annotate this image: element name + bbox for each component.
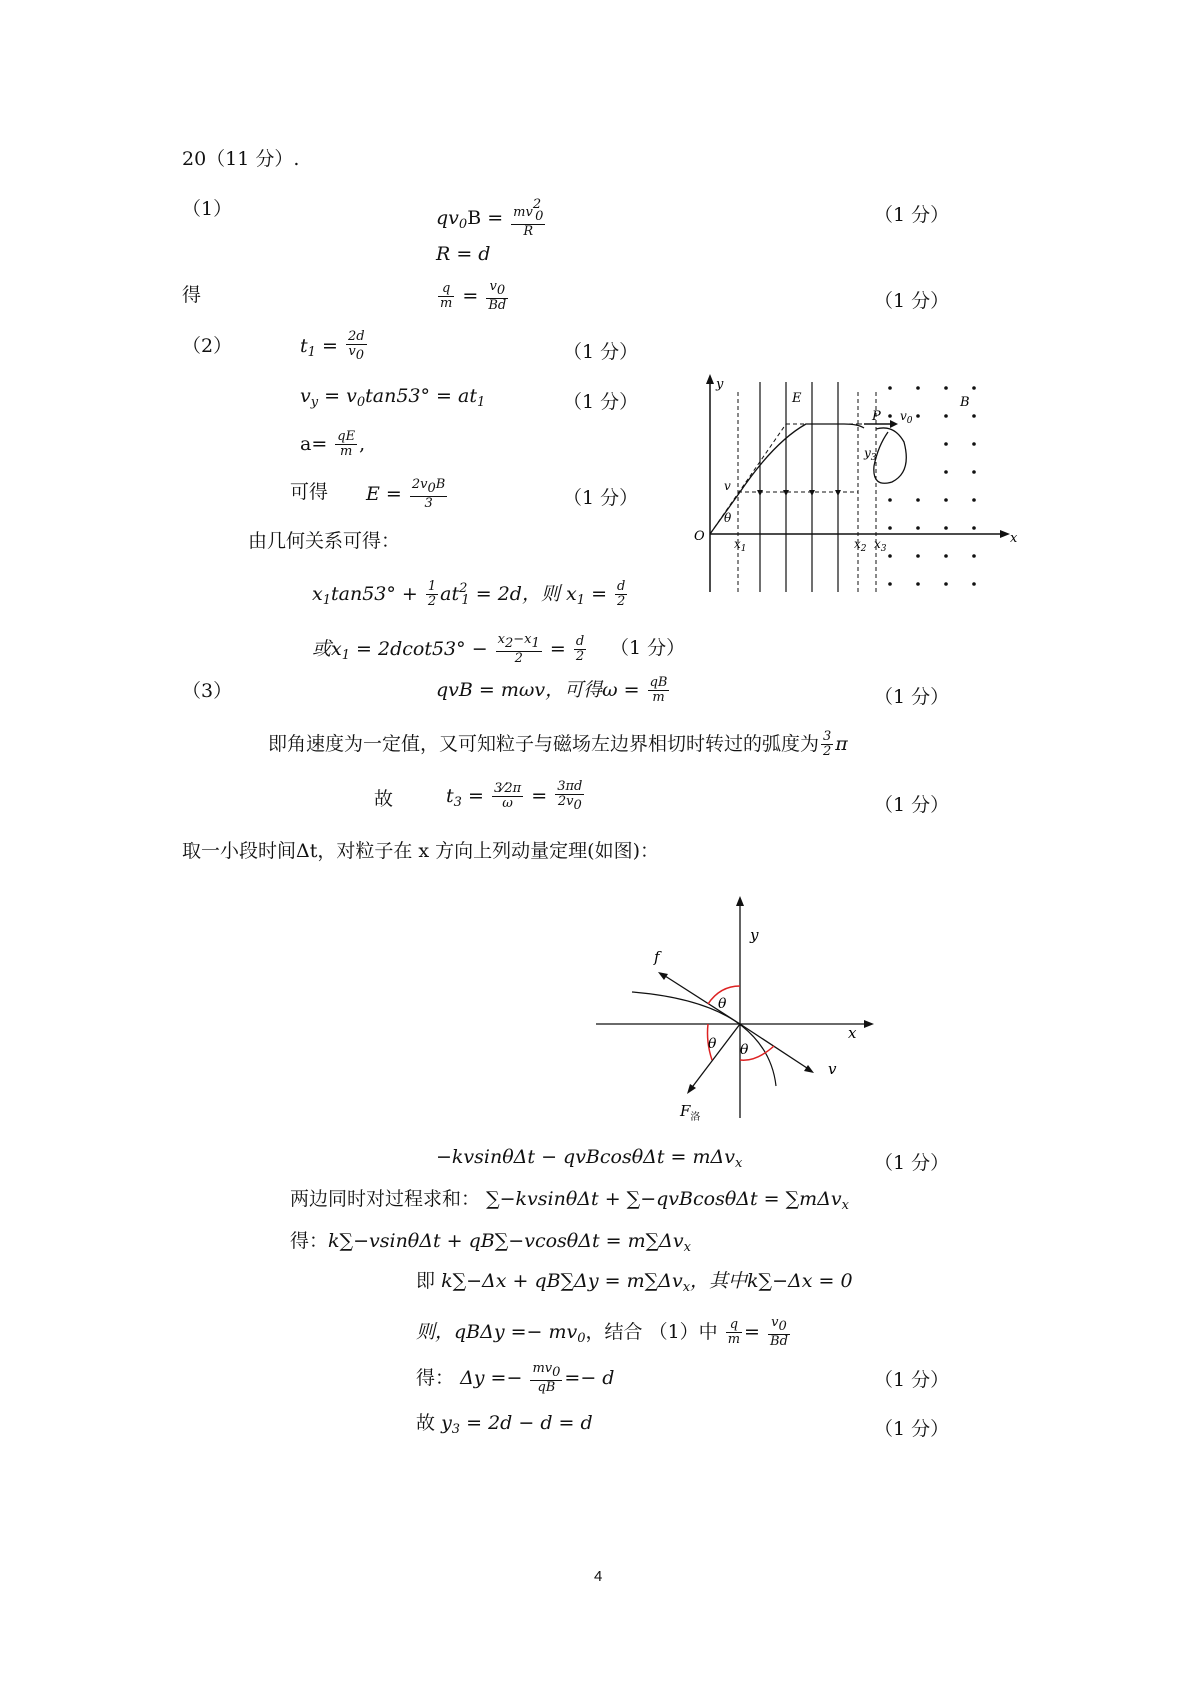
score-5: （1 分） — [563, 487, 639, 509]
field-dot — [944, 526, 948, 530]
field-dot — [944, 498, 948, 502]
eq-x1-alt: 或$x_1 = 2dcot53^\circ$ − $\frac{x2-x1}{2}$ = $\frac{d}{2}$ — [312, 632, 585, 667]
fig1-v-label: v — [724, 479, 731, 493]
field-dot — [944, 442, 948, 446]
score-8: （1 分） — [874, 794, 950, 816]
field-dot — [972, 414, 976, 418]
fig1-x-label: x — [1010, 531, 1018, 546]
fig2-x-label: x — [848, 1024, 857, 1042]
score-9: （1 分） — [874, 1152, 950, 1174]
field-dot — [888, 498, 892, 502]
fig1-P-label: P — [872, 409, 881, 424]
geometry-text: 由几何关系可得： — [248, 530, 401, 552]
field-dot — [888, 526, 892, 530]
field-dot — [916, 582, 920, 586]
field-dot — [916, 386, 920, 390]
field-dot — [888, 414, 892, 418]
score-10: （1 分） — [874, 1369, 950, 1391]
field-dot — [944, 554, 948, 558]
score-4: （1 分） — [563, 391, 639, 413]
field-dot — [972, 554, 976, 558]
fig1-E-label: E — [792, 391, 802, 406]
field-dot — [888, 582, 892, 586]
field-dot — [972, 470, 976, 474]
fig1-x3-label: $x_3$ — [874, 537, 887, 554]
field-dot — [916, 526, 920, 530]
field-dot — [916, 498, 920, 502]
eq-field-E: E = $\frac{2v0B}{3}$ — [366, 477, 446, 512]
field-dot — [972, 386, 976, 390]
field-dot — [944, 470, 948, 474]
score-2: （1 分） — [874, 290, 950, 312]
fig1-theta-label: θ — [724, 511, 732, 525]
part2-label: （2） — [182, 335, 233, 357]
ji-line: 即 $k\sum-\Delta x + qB\sum\Delta y = m\sum\Delta v_x$，其中k∑−Δx = 0 — [416, 1270, 853, 1295]
score-6: （1 分） — [610, 637, 686, 659]
field-dot — [972, 498, 976, 502]
eq-momentum: −kvsinθΔt − qvBcosθΔt = mΔv$_x$ — [436, 1146, 743, 1171]
fig1-B-label: B — [960, 395, 970, 410]
problem-header: 20（11 分）. — [182, 148, 300, 170]
dy-line: 得： Δy =− $\frac{mv0}{qB}$ =− d — [416, 1361, 615, 1396]
field-dot — [944, 386, 948, 390]
fig2-theta-left: θ — [708, 1036, 717, 1052]
eq-lorentz-centripetal: $qv_0B$ = $\frac{mv20}{R}$ — [436, 197, 544, 240]
fig2-f-label: f — [654, 948, 660, 966]
score-1: （1 分） — [874, 204, 950, 226]
figure-forces — [596, 890, 886, 1130]
fig1-y3-label: $y_3$ — [864, 446, 877, 463]
fig1-x2-label: $x_2$ — [854, 537, 867, 554]
eq-acceleration: a= $\frac{qE}{m}$ , — [300, 429, 366, 460]
field-dot — [916, 554, 920, 558]
figure-trajectory — [694, 372, 1024, 597]
score-3: （1 分） — [563, 341, 639, 363]
field-dot — [944, 414, 948, 418]
fig2-theta-top: θ — [718, 996, 727, 1012]
field-dot — [916, 414, 920, 418]
page-number: 4 — [594, 1568, 603, 1585]
field-dot — [972, 442, 976, 446]
fig2-v-label: v — [828, 1060, 837, 1078]
eq-radius: R = d — [436, 243, 491, 265]
field-dot — [888, 554, 892, 558]
gu-label-1: 故 — [374, 788, 394, 810]
fig2-F-label: $F_洛$ — [680, 1102, 701, 1123]
field-dot — [888, 386, 892, 390]
field-dot — [972, 582, 976, 586]
eq-angular-velocity: qvB = mωv，可得ω = $\frac{qB}{m}$ — [436, 675, 668, 706]
eq-t3: $t_3$ = $\frac{3⁄2\pi}{\omega}$ = $\frac{3\pi d}{2v0}$ — [446, 779, 583, 814]
fig1-origin-label: O — [694, 529, 705, 544]
de-label-1: 得 — [182, 284, 202, 306]
fig1-x1-label: $x_1$ — [734, 537, 747, 554]
de-line: 得：$k\sum-vsin\theta\Delta t + qB\sum-vcos\theta\Delta t = m\sum\Delta v_x$ — [290, 1230, 691, 1255]
part1-label: （1） — [182, 198, 233, 220]
ze-line: 则，$qB\Delta y =- mv_0$，结合 （1）中 $\frac{q}{m}$ = $\frac{v0}{Bd}$ — [416, 1315, 788, 1350]
fig1-y-label: y — [716, 377, 724, 392]
field-dot — [944, 582, 948, 586]
eq-charge-mass: $\frac{q}{m}$ = $\frac{v0}{Bd}$ — [440, 279, 507, 314]
y3-line: 故 $y_3 = 2d - d = d$ — [416, 1412, 593, 1437]
eq-vy: $v_y = v_0\tan 53^\circ = at_1$ — [300, 385, 486, 410]
momentum-intro: 取一小段时间Δt，对粒子在 x 方向上列动量定理(如图)： — [182, 840, 659, 862]
score-11: （1 分） — [874, 1418, 950, 1440]
eq-t1: $t_1$ = $\frac{2d}{v0}$ — [300, 329, 365, 364]
eq-x1: $x_1\tan 53^\circ$ + $\frac{1}{2}$ $at^2_1 = 2d$，则 $x_1$ = $\frac{d}{2}$ — [312, 579, 626, 610]
field-dot — [972, 526, 976, 530]
fig2-y-label: y — [750, 926, 759, 944]
arc-explanation: 即角速度为一定值，又可知粒子与磁场左边界相切时转过的弧度为 $\frac{3}{2}$ π — [268, 729, 848, 760]
sum-line: 两边同时对过程求和： ∑−kvsinθΔt + ∑−qvBcosθΔt = ∑mΔv$_x$ — [290, 1188, 849, 1213]
fig2-theta-right: θ — [740, 1042, 749, 1058]
score-7: （1 分） — [874, 686, 950, 708]
fig1-v0-label: $v_0$ — [900, 409, 913, 426]
kede-label: 可得 — [290, 481, 329, 503]
part3-label: （3） — [182, 680, 233, 702]
